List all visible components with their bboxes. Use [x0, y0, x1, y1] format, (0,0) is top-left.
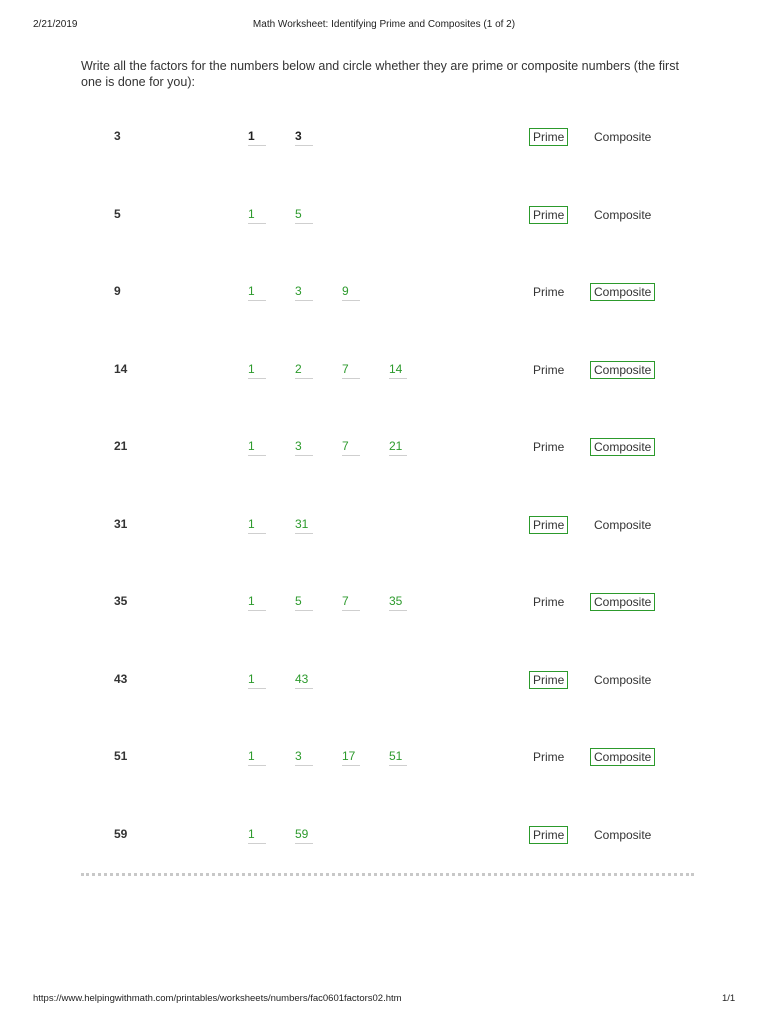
factor-answer: 1	[248, 749, 266, 766]
factor-answer: 1	[248, 207, 266, 224]
factor-answer: 7	[342, 594, 360, 611]
composite-choice[interactable]: Composite	[594, 672, 652, 687]
problem-number: 5	[114, 206, 121, 221]
factor-answer: 2	[295, 362, 313, 379]
composite-choice[interactable]: Composite	[590, 748, 655, 766]
factor-answer: 21	[389, 439, 407, 456]
factor-answer: 5	[295, 207, 313, 224]
problem-number: 14	[114, 361, 128, 376]
prime-choice[interactable]: Prime	[533, 285, 565, 299]
problem-number: 3	[114, 129, 121, 143]
page-number: 1/1	[722, 993, 736, 1004]
prime-choice[interactable]: Prime	[533, 750, 565, 764]
problem-row	[0, 594, 768, 634]
prime-choice[interactable]: Prime	[533, 362, 565, 377]
factor-answer: 1	[248, 672, 266, 689]
footer-url[interactable]: https://www.helpingwithmath.com/printables/worksheets/numbers/fac0601factors02.htm	[33, 993, 402, 1004]
factor-answer: 5	[295, 594, 313, 611]
composite-choice[interactable]: Composite	[590, 593, 655, 611]
problem-row	[0, 749, 768, 789]
factor-answer: 9	[342, 284, 360, 301]
factor-answer: 3	[295, 749, 313, 766]
factor-answer: 35	[389, 594, 407, 611]
factor-answer: 1	[248, 129, 266, 146]
problem-number: 21	[114, 439, 128, 453]
composite-choice[interactable]: Composite	[594, 207, 652, 222]
prime-choice[interactable]: Prime	[529, 206, 568, 224]
factor-answer: 51	[389, 749, 407, 766]
composite-choice[interactable]: Composite	[590, 361, 655, 379]
problem-number: 59	[114, 826, 128, 841]
composite-choice[interactable]: Composite	[590, 438, 655, 456]
prime-choice[interactable]: Prime	[529, 128, 568, 146]
factor-answer: 3	[295, 439, 313, 456]
print-date: 2/21/2019	[33, 19, 78, 30]
problem-number: 9	[114, 284, 121, 298]
factor-answer: 1	[248, 517, 266, 534]
factor-answer: 1	[248, 439, 266, 456]
problem-row	[0, 439, 768, 479]
composite-choice[interactable]: Composite	[594, 517, 652, 532]
composite-choice[interactable]: Composite	[594, 130, 652, 144]
factor-answer: 17	[342, 749, 360, 766]
prime-choice[interactable]: Prime	[529, 516, 568, 534]
problem-number: 31	[114, 516, 128, 531]
factor-answer: 7	[342, 362, 360, 379]
factor-answer: 31	[295, 517, 313, 534]
problem-row	[0, 284, 768, 324]
problem-row	[0, 362, 768, 402]
factor-answer: 1	[248, 284, 266, 301]
factor-answer: 1	[248, 362, 266, 379]
factor-answer: 3	[295, 284, 313, 301]
page-title: Math Worksheet: Identifying Prime and Composites (1 of 2)	[252, 19, 516, 30]
prime-choice[interactable]: Prime	[529, 671, 568, 689]
factor-answer: 14	[389, 362, 407, 379]
factor-answer: 1	[248, 594, 266, 611]
problem-number: 43	[114, 671, 128, 686]
problem-row	[0, 827, 768, 867]
factor-answer: 59	[295, 827, 313, 844]
instructions: Write all the factors for the numbers below and circle whether they are prime or composite numbers (the first one is done for you):	[81, 59, 679, 89]
problem-row	[0, 129, 768, 169]
factor-answer: 3	[295, 129, 313, 146]
factor-answer: 7	[342, 439, 360, 456]
divider	[81, 873, 694, 876]
problem-row	[0, 207, 768, 247]
problem-number: 51	[114, 749, 128, 763]
composite-choice[interactable]: Composite	[594, 827, 652, 842]
problem-number: 35	[114, 594, 128, 608]
factor-answer: 1	[248, 827, 266, 844]
prime-choice[interactable]: Prime	[529, 826, 568, 844]
composite-choice[interactable]: Composite	[590, 283, 655, 301]
factor-answer: 43	[295, 672, 313, 689]
prime-choice[interactable]: Prime	[533, 595, 565, 609]
prime-choice[interactable]: Prime	[533, 440, 565, 454]
problem-row	[0, 517, 768, 557]
problem-row	[0, 672, 768, 712]
